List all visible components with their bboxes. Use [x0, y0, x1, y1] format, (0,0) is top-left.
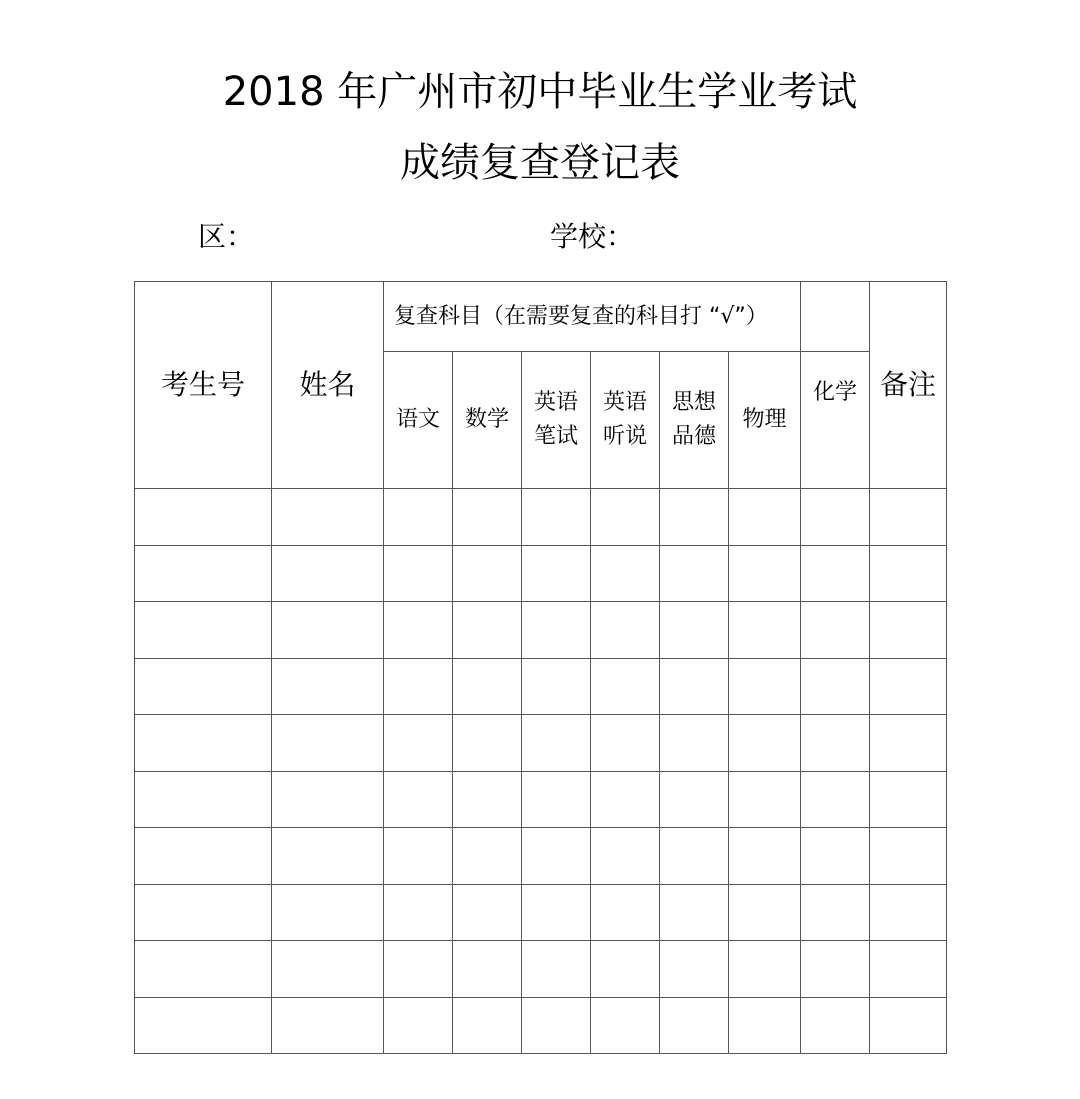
cell-chinese[interactable] — [384, 941, 453, 998]
cell-math[interactable] — [453, 602, 522, 659]
cell-remarks[interactable] — [870, 828, 947, 885]
cell-exam-number[interactable] — [135, 828, 272, 885]
cell-physics[interactable] — [729, 884, 801, 941]
cell-physics[interactable] — [729, 715, 801, 772]
table-row — [135, 489, 947, 546]
cell-name[interactable] — [272, 941, 384, 998]
cell-math[interactable] — [453, 997, 522, 1054]
cell-name[interactable] — [272, 828, 384, 885]
cell-math[interactable] — [453, 658, 522, 715]
cell-exam-number[interactable] — [135, 545, 272, 602]
cell-math[interactable] — [453, 884, 522, 941]
cell-chemistry[interactable] — [801, 715, 870, 772]
table-row — [135, 941, 947, 998]
header-subject-ethics: 思想 品德 — [660, 352, 729, 489]
table-row — [135, 997, 947, 1054]
cell-english-listening[interactable] — [591, 715, 660, 772]
cell-exam-number[interactable] — [135, 715, 272, 772]
cell-remarks[interactable] — [870, 715, 947, 772]
cell-ethics[interactable] — [660, 771, 729, 828]
cell-chemistry[interactable] — [801, 941, 870, 998]
cell-english-listening[interactable] — [591, 489, 660, 546]
district-label: 区： — [198, 220, 255, 253]
header-subject-english-listening: 英语 听说 — [591, 352, 660, 489]
cell-english-written[interactable] — [522, 771, 591, 828]
cell-chemistry[interactable] — [801, 997, 870, 1054]
cell-english-written[interactable] — [522, 545, 591, 602]
cell-english-written[interactable] — [522, 941, 591, 998]
cell-chinese[interactable] — [384, 489, 453, 546]
header-blank-cell — [801, 282, 870, 352]
cell-english-written[interactable] — [522, 715, 591, 772]
cell-name[interactable] — [272, 658, 384, 715]
cell-exam-number[interactable] — [135, 602, 272, 659]
cell-chemistry[interactable] — [801, 489, 870, 546]
cell-name[interactable] — [272, 715, 384, 772]
cell-chemistry[interactable] — [801, 884, 870, 941]
header-name: 姓名 — [272, 282, 384, 489]
cell-math[interactable] — [453, 771, 522, 828]
cell-english-written[interactable] — [522, 997, 591, 1054]
cell-english-listening[interactable] — [591, 771, 660, 828]
cell-ethics[interactable] — [660, 715, 729, 772]
table-row — [135, 828, 947, 885]
table-row — [135, 658, 947, 715]
cell-chinese[interactable] — [384, 828, 453, 885]
header-remarks: 备注 — [870, 282, 947, 489]
cell-english-listening[interactable] — [591, 545, 660, 602]
cell-name[interactable] — [272, 884, 384, 941]
cell-name[interactable] — [272, 489, 384, 546]
cell-chemistry[interactable] — [801, 771, 870, 828]
cell-chinese[interactable] — [384, 884, 453, 941]
cell-physics[interactable] — [729, 489, 801, 546]
registration-table — [134, 281, 947, 1054]
cell-physics[interactable] — [729, 545, 801, 602]
cell-name[interactable] — [272, 602, 384, 659]
cell-exam-number[interactable] — [135, 941, 272, 998]
cell-math[interactable] — [453, 941, 522, 998]
header-subject-math: 数学 — [453, 352, 522, 489]
cell-physics[interactable] — [729, 602, 801, 659]
table-row — [135, 884, 947, 941]
cell-remarks[interactable] — [870, 771, 947, 828]
header-subject-physics: 物理 — [729, 352, 801, 489]
cell-ethics[interactable] — [660, 941, 729, 998]
cell-remarks[interactable] — [870, 884, 947, 941]
cell-math[interactable] — [453, 828, 522, 885]
cell-ethics[interactable] — [660, 997, 729, 1054]
cell-ethics[interactable] — [660, 658, 729, 715]
cell-remarks[interactable] — [870, 658, 947, 715]
cell-english-written[interactable] — [522, 884, 591, 941]
cell-remarks[interactable] — [870, 941, 947, 998]
cell-name[interactable] — [272, 771, 384, 828]
cell-english-listening[interactable] — [591, 602, 660, 659]
cell-chinese[interactable] — [384, 997, 453, 1054]
cell-english-written[interactable] — [522, 828, 591, 885]
cell-exam-number[interactable] — [135, 997, 272, 1054]
cell-chinese[interactable] — [384, 771, 453, 828]
cell-chinese[interactable] — [384, 658, 453, 715]
cell-exam-number[interactable] — [135, 658, 272, 715]
cell-chemistry[interactable] — [801, 545, 870, 602]
cell-name[interactable] — [272, 545, 384, 602]
cell-chemistry[interactable] — [801, 602, 870, 659]
cell-remarks[interactable] — [870, 997, 947, 1054]
cell-ethics[interactable] — [660, 884, 729, 941]
cell-ethics[interactable] — [660, 545, 729, 602]
cell-name[interactable] — [272, 997, 384, 1054]
cell-english-written[interactable] — [522, 602, 591, 659]
cell-chinese[interactable] — [384, 545, 453, 602]
document-subtitle: 成绩复查登记表 — [400, 140, 680, 186]
cell-physics[interactable] — [729, 658, 801, 715]
header-subject-chemistry: 化学 — [801, 352, 870, 489]
cell-physics[interactable] — [729, 771, 801, 828]
cell-chinese[interactable] — [384, 602, 453, 659]
header-subject-chinese: 语文 — [384, 352, 453, 489]
cell-exam-number[interactable] — [135, 884, 272, 941]
cell-exam-number[interactable] — [135, 771, 272, 828]
cell-exam-number[interactable] — [135, 489, 272, 546]
header-exam-number: 考生号 — [135, 282, 272, 489]
header-subject-english-written: 英语 笔试 — [522, 352, 591, 489]
cell-physics[interactable] — [729, 997, 801, 1054]
cell-physics[interactable] — [729, 941, 801, 998]
cell-math[interactable] — [453, 489, 522, 546]
cell-chemistry[interactable] — [801, 828, 870, 885]
cell-remarks[interactable] — [870, 602, 947, 659]
cell-math[interactable] — [453, 545, 522, 602]
cell-remarks[interactable] — [870, 545, 947, 602]
table-row — [135, 715, 947, 772]
cell-ethics[interactable] — [660, 828, 729, 885]
cell-english-listening[interactable] — [591, 658, 660, 715]
table-row — [135, 545, 947, 602]
cell-english-listening[interactable] — [591, 997, 660, 1054]
cell-physics[interactable] — [729, 828, 801, 885]
header-review-subjects: 复查科目（在需要复查的科目打 “√”） — [384, 282, 801, 352]
cell-ethics[interactable] — [660, 602, 729, 659]
cell-english-written[interactable] — [522, 489, 591, 546]
table-row — [135, 771, 947, 828]
cell-chemistry[interactable] — [801, 658, 870, 715]
cell-math[interactable] — [453, 715, 522, 772]
cell-english-written[interactable] — [522, 658, 591, 715]
cell-english-listening[interactable] — [591, 941, 660, 998]
cell-english-listening[interactable] — [591, 884, 660, 941]
table-body — [135, 489, 947, 1054]
document-title: 2018 年广州市初中毕业生学业考试 — [222, 69, 858, 115]
cell-remarks[interactable] — [870, 489, 947, 546]
school-label: 学校： — [550, 220, 635, 253]
table-row — [135, 602, 947, 659]
cell-english-listening[interactable] — [591, 828, 660, 885]
cell-ethics[interactable] — [660, 489, 729, 546]
cell-chinese[interactable] — [384, 715, 453, 772]
